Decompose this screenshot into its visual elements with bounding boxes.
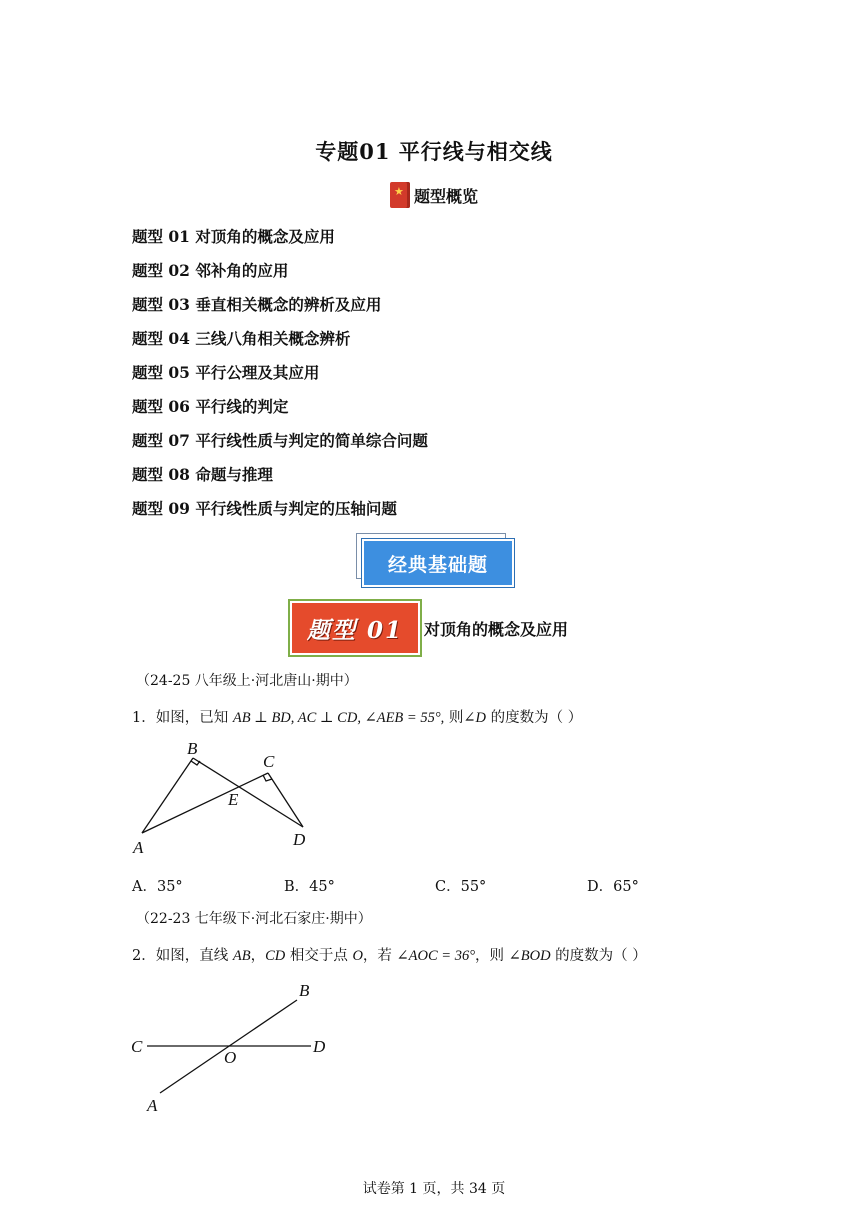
q2-math-1: AB xyxy=(232,948,251,964)
list-item: 题型 09 平行线性质与判定的压轴问题 xyxy=(132,499,397,518)
list-item: 题型 04 三线八角相关概念辨析 xyxy=(132,329,351,348)
segment-cd xyxy=(268,773,303,827)
type-header-text: 对顶角的概念及应用 xyxy=(424,619,569,639)
q1-option-d[interactable]: D．65° xyxy=(587,879,639,895)
list-item: 题型 05 平行公理及其应用 xyxy=(132,363,320,382)
q1-label-b: B xyxy=(187,739,198,758)
section-banner-label: 经典基础题 xyxy=(362,539,514,587)
list-item: 题型 07 平行线性质与判定的简单综合问题 xyxy=(132,431,428,450)
q1-label-c: C xyxy=(263,752,275,771)
list-item: 题型 01 对顶角的概念及应用 xyxy=(132,227,335,246)
q1-suffix: 的度数为（ ） xyxy=(485,710,583,726)
q1-math2: ∠D xyxy=(463,710,486,726)
list-item: 题型 03 垂直相关概念的辨析及应用 xyxy=(132,295,382,314)
q1-number: 1． xyxy=(132,710,156,726)
list-item: 题型 02 邻补角的应用 xyxy=(132,261,289,280)
overview-header xyxy=(0,182,868,208)
q2-text-2: ， xyxy=(250,948,266,964)
q2-text-4: ，若 xyxy=(362,948,397,964)
q2-label-a: A xyxy=(147,1096,158,1115)
q1-option-b[interactable]: B．45° xyxy=(284,879,335,895)
q1-label-a: A xyxy=(133,838,144,857)
q2-text-1: 如图，直线 xyxy=(155,948,233,964)
list-item: 题型 06 平行线的判定 xyxy=(132,397,289,416)
type-header xyxy=(290,601,568,655)
q1-prefix: 如图，已知 xyxy=(155,710,233,726)
q2-label-b: B xyxy=(299,981,310,1000)
q2-text-3: 相交于点 xyxy=(285,948,353,964)
q2-math-2: CD xyxy=(265,948,286,964)
page-footer: 试卷第 1 页，共 34 页 xyxy=(362,1181,506,1197)
page-title: 专题01 平行线与相交线 xyxy=(315,139,553,164)
section-banner xyxy=(356,533,512,585)
q1-source: （24-25 八年级上·河北唐山·期中） xyxy=(136,673,358,689)
book-icon xyxy=(390,182,410,208)
q2-math-4: ∠AOC = 36° xyxy=(396,948,476,964)
segment-ac xyxy=(142,773,268,833)
q2-label-c: C xyxy=(131,1037,143,1056)
type-badge: 题型 01 xyxy=(290,601,420,655)
q2-math-3: O xyxy=(352,948,363,964)
q2-source: （22-23 七年级下·河北石家庄·期中） xyxy=(136,911,372,927)
q2-math-5: ∠BOD xyxy=(508,948,551,964)
q1-math: AB ⊥ BD, AC ⊥ CD, ∠AEB = 55°, xyxy=(232,710,445,726)
q2-text-6: 的度数为（ ） xyxy=(550,948,647,964)
q2-number: 2． xyxy=(132,948,156,964)
q2-label-o: O xyxy=(224,1048,237,1067)
question-type-list xyxy=(132,226,428,532)
overview-label: 题型概览 xyxy=(413,186,478,206)
q2-figure xyxy=(125,975,340,1120)
q2-text-5: ，则 xyxy=(475,948,509,964)
q2-stem xyxy=(132,944,647,965)
segment-bd xyxy=(193,758,303,827)
q1-label-e: E xyxy=(228,790,239,809)
q1-stem xyxy=(132,706,582,727)
segment-ab xyxy=(142,758,193,833)
list-item: 题型 08 命题与推理 xyxy=(132,465,273,484)
q1-label-d: D xyxy=(293,830,306,849)
q1-option-a[interactable]: A．35° xyxy=(132,879,183,895)
q1-option-c[interactable]: C．55° xyxy=(435,879,487,895)
q1-mid: 则 xyxy=(444,710,464,726)
q1-figure xyxy=(125,735,325,860)
q2-label-d: D xyxy=(313,1037,326,1056)
